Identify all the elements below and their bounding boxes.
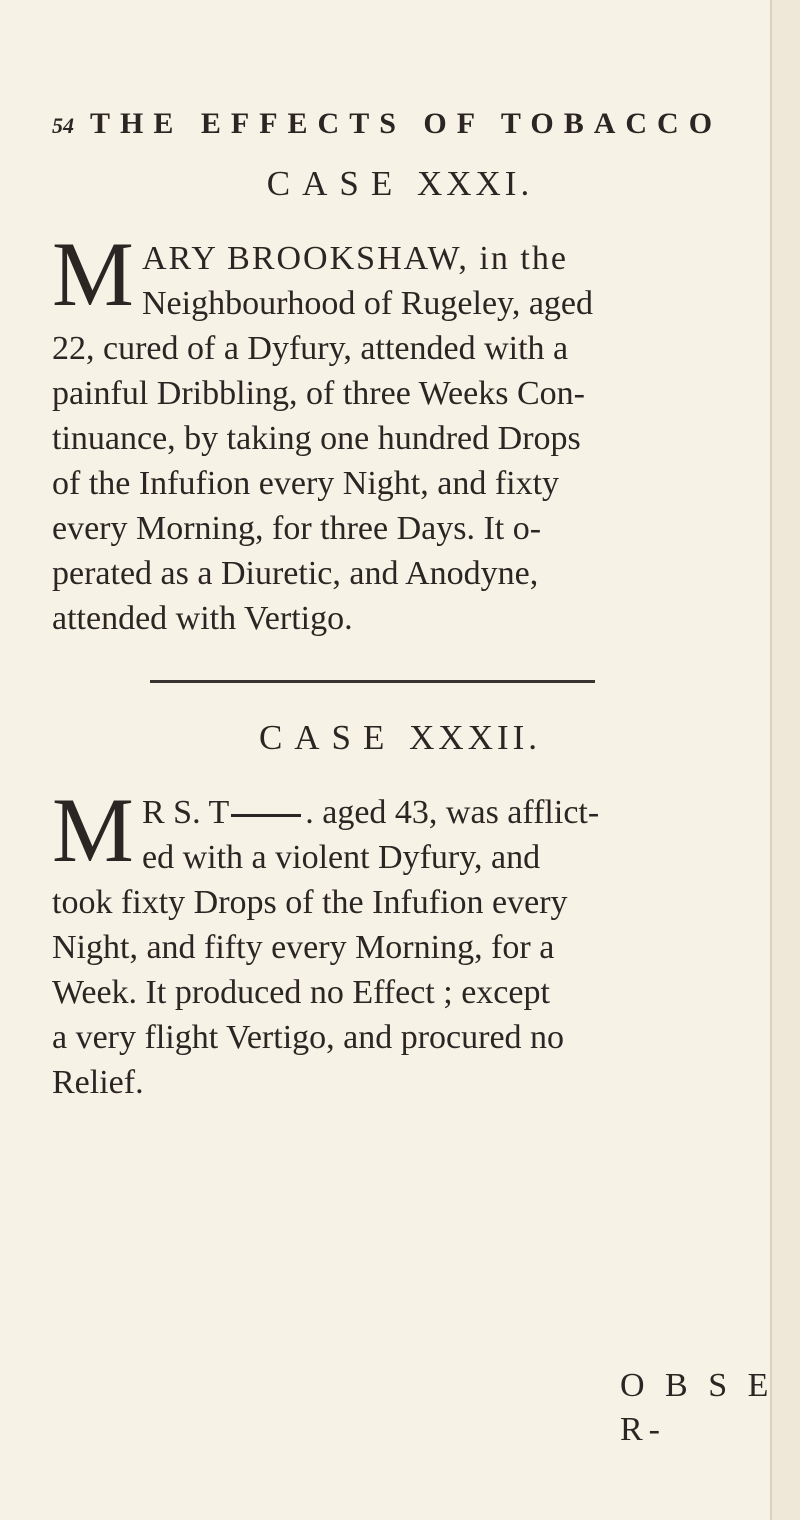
case-2-line-1-start: R S. T (142, 794, 230, 831)
case-2-line-3: took fixty Drops of the Infufion every (52, 884, 568, 921)
case-1-title-word: CASE (266, 164, 405, 203)
running-head-title: THE EFFECTS OF TOBACCO (90, 107, 723, 140)
running-head (52, 104, 752, 144)
catchword: O B S E R- (620, 1367, 775, 1448)
case-1-title (0, 162, 800, 206)
name-omission-dash (231, 814, 301, 817)
case-2-line-7: Relief. (52, 1064, 144, 1101)
case-2-title-number: XXXII. (409, 718, 542, 757)
case-2-title (0, 716, 800, 760)
case-2-dropcap: M (52, 779, 134, 881)
case-2-paragraph (52, 790, 757, 1105)
case-2-line-1 (52, 790, 757, 835)
case-2-line-1-end: . aged 43, was afflict- (305, 794, 600, 831)
case-1-line-3: 22, cured of a Dyfury, attended with a (52, 330, 569, 367)
case-1-line-5: tinuance, by taking one hundred Drops (52, 420, 581, 457)
case-1-line-7: every Morning, for three Days. It o- (52, 510, 542, 547)
case-1-title-number: XXXI. (416, 164, 534, 203)
case-2-line-6: a very flight Vertigo, and procured no (52, 1019, 565, 1056)
case-1-line-6: of the Infufion every Night, and fixty (52, 465, 560, 502)
case-2-title-word: CASE (258, 718, 397, 757)
page-number: 54 (52, 113, 74, 138)
section-divider-rule (150, 680, 595, 683)
case-1-dropcap: M (52, 223, 134, 325)
case-1-paragraph (52, 236, 757, 641)
case-1-line-1: ARY BROOKSHAW, in the (142, 240, 568, 277)
case-2-line-2: ed with a violent Dyfury, and (142, 839, 541, 876)
case-1-line-4: painful Dribbling, of three Weeks Con- (52, 375, 585, 412)
case-2-line-5: Week. It produced no Effect ; except (52, 974, 550, 1011)
case-1-line-8: perated as a Diuretic, and Anodyne, (52, 555, 539, 592)
case-1-line-2: Neighbourhood of Rugeley, aged (142, 285, 594, 322)
page-edge (770, 0, 800, 1520)
case-1-line-9: attended with Vertigo. (52, 600, 353, 637)
case-2-line-4: Night, and fifty every Morning, for a (52, 929, 555, 966)
